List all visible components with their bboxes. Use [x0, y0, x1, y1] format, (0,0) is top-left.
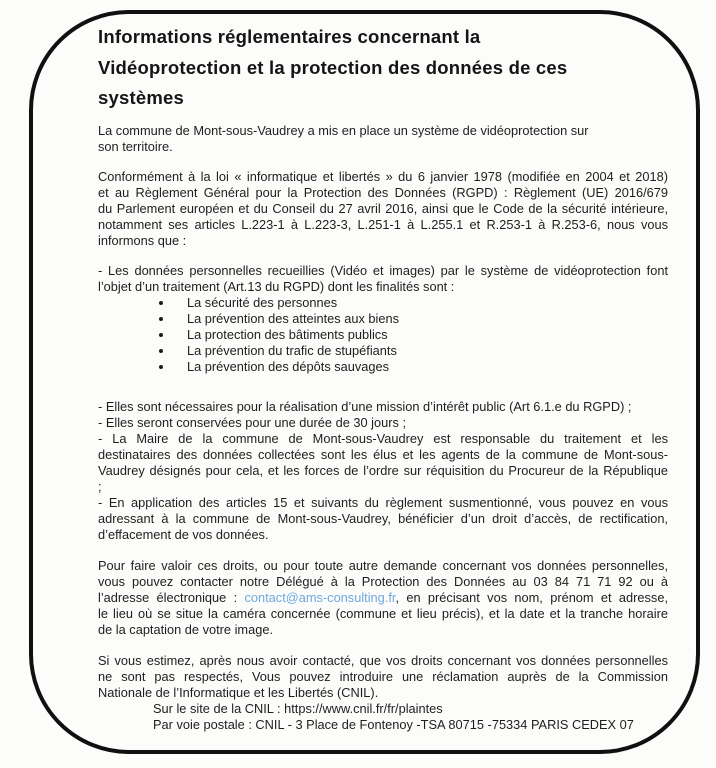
notice-border [29, 10, 700, 754]
text-line: d’effacement de vos données. [98, 526, 269, 542]
text-line: - Elles seront conservées pour une durée de 30 jours ; [98, 414, 407, 430]
list-item [98, 359, 668, 375]
text-line: de la captation de votre image. [98, 621, 274, 637]
purposes-intro [98, 263, 668, 295]
text-line: - Les données personnelles recueillies (Vidéo et images) par le système de vidéoprotection font [98, 262, 668, 278]
text-line: l’objet d’un traitement (Art.13 du RGPD) dont les finalités sont : [98, 278, 455, 294]
bullet-icon [159, 365, 163, 369]
rights-points [98, 399, 668, 543]
legal-basis-paragraph [98, 169, 668, 249]
text-line [98, 590, 668, 606]
list-item-label: La prévention des dépôts sauvages [187, 358, 390, 374]
title-line: systèmes [98, 87, 184, 108]
list-item [98, 311, 668, 327]
email-link[interactable]: contact@ams-consulting.fr [244, 589, 396, 605]
text-line: informons que : [98, 232, 187, 248]
text-line: du Parlement européen et du Conseil du 27 avril 2016, ainsi que le Code de la sécurité intérieure, [98, 200, 668, 216]
text-line: et au Règlement Général pour la Protection des Données (RGPD) : Règlement (UE) 2016/679 [98, 184, 668, 200]
text-segment: , en précisant vos nom, prénom et adresse, [395, 589, 669, 605]
text-line: Nationale de l’Informatique et les Libertés (CNIL). [98, 684, 379, 700]
text-line: Vaudrey désignés pour cela, et les forces de l’ordre sur réquisition du Procureur de la République [98, 462, 668, 478]
text-line: La commune de Mont-sous-Vaudrey a mis en place un système de vidéoprotection sur [98, 122, 589, 138]
text-line: adressant à la commune de Mont-sous-Vaudrey, bénéficier d’un droit d’accès, de rectification, [98, 510, 668, 526]
cnil-paragraph [98, 653, 668, 733]
text-line: Conformément à la loi « informatique et libertés » du 6 janvier 1978 (modifiée en 2004 et 2018) [98, 168, 668, 184]
intro-paragraph [98, 123, 668, 155]
list-item-label: La prévention du trafic de stupéfiants [187, 342, 397, 358]
text-line: destinataires des données collectées sont les élus et les agents de la commune de Mont-sous- [98, 446, 668, 462]
cnil-website-line: Sur le site de la CNIL : https://www.cnil.fr/fr/plaintes [153, 700, 443, 716]
bullet-icon [159, 333, 163, 337]
text-line: son territoire. [98, 138, 173, 154]
list-item [98, 295, 668, 311]
list-item-label: La prévention des atteintes aux biens [187, 310, 400, 326]
bullet-icon [159, 349, 163, 353]
contact-paragraph [98, 558, 668, 638]
text-line: notamment ses articles L.223-1 à L.223-3, L.251-1 à L.255.1 et R.253-1 à R.253-6, nous vous [98, 216, 668, 232]
text-line: Pour faire valoir ces droits, ou pour toute autre demande concernant vos données personnelles, [98, 557, 668, 573]
text-line: vous pouvez contacter notre Délégué à la Protection des Données au 03 84 71 71 92 ou à [98, 573, 668, 589]
list-item-label: La protection des bâtiments publics [187, 326, 388, 342]
text-line: - Elles sont nécessaires pour la réalisation d’une mission d’intérêt public (Art 6.1.e du RGPD) ; [98, 398, 632, 414]
text-line: le lieu où se situe la caméra concernée (commune et lieu précis), et la date et la tranche horaire [98, 605, 668, 621]
title-line: Informations réglementaires concernant la [98, 26, 481, 47]
list-item [98, 327, 668, 343]
list-item [98, 343, 668, 359]
text-segment: l’adresse électronique : [98, 589, 245, 605]
cnil-postal-line: Par voie postale : CNIL - 3 Place de Fontenoy -TSA 80715 -75334 PARIS CEDEX 07 [153, 716, 634, 732]
title-line: Vidéoprotection et la protection des données de ces [98, 56, 568, 78]
list-item-label: La sécurité des personnes [187, 294, 338, 310]
bullet-icon [159, 301, 163, 305]
text-line: ne sont pas respectés, Vous pouvez introduire une réclamation auprès de la Commission [98, 668, 668, 684]
text-line: Si vous estimez, après nous avoir contacté, que vos droits concernant vos données personnelles [98, 652, 668, 668]
notice-title [98, 22, 668, 114]
text-line: - La Maire de la commune de Mont-sous-Vaudrey est responsable du traitement et les [98, 430, 668, 446]
bullet-icon [159, 317, 163, 321]
purposes-list [98, 295, 668, 375]
text-line: - En application des articles 15 et suivants du règlement susmentionné, vous pouvez en vous [98, 494, 668, 510]
text-line: ; [98, 478, 102, 494]
